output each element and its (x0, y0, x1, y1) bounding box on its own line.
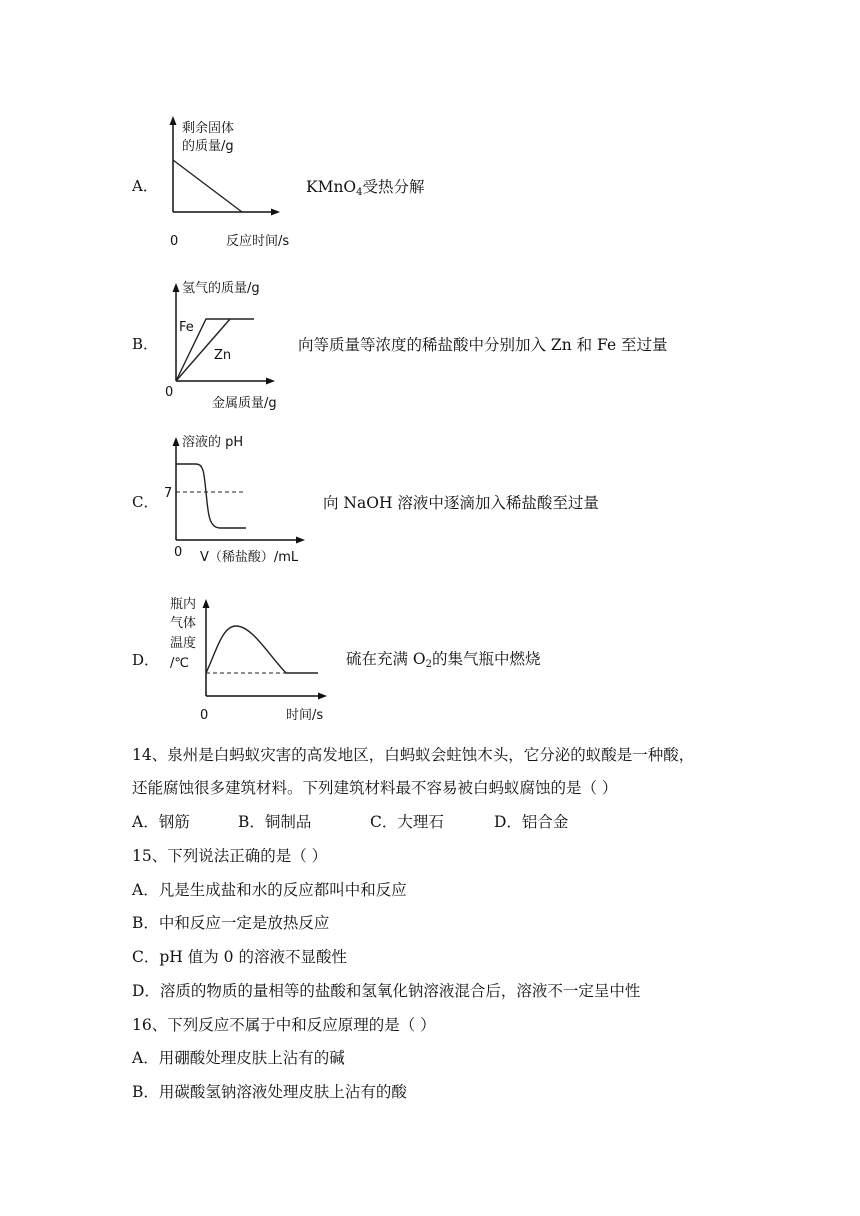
graph-d (160, 592, 340, 727)
q15-option-a: A．凡是生成盐和水的反应都叫中和反应 (132, 881, 407, 899)
graph-b-origin: 0 (165, 385, 174, 400)
graph-d-ylabel-2: 气体 (170, 616, 197, 631)
option-a-desc: KMnO$_4$受热分解 (306, 178, 425, 198)
q16-option-a: A．用硼酸处理皮肤上沾有的碱 (132, 1049, 345, 1067)
graph-c-origin: 0 (174, 545, 183, 560)
graph-b-label-zn: Zn (214, 348, 232, 363)
graph-c (160, 430, 320, 570)
q15-option-d: D．溶质的物质的量相等的盐酸和氢氧化钠溶液混合后，溶液不一定呈中性 (132, 982, 641, 1000)
option-c-desc: 向 NaOH 溶液中逐滴加入稀盐酸至过量 (323, 494, 599, 512)
graph-d-origin: 0 (200, 708, 209, 723)
q15-option-c: C．pH 值为 0 的溶液不显酸性 (132, 948, 347, 966)
graph-b (160, 276, 300, 416)
graph-a-ylabel-2: 的质量/g (182, 139, 234, 154)
q16-option-b: B．用碳酸氢钠溶液处理皮肤上沾有的酸 (132, 1083, 407, 1101)
option-c-letter: C． (132, 493, 159, 511)
q14-option-a: A．钢筋 (132, 813, 190, 831)
option-b-desc: 向等质量等浓度的稀盐酸中分别加入 Zn 和 Fe 至过量 (298, 336, 668, 354)
q14-line-1: 14、泉州是白蚂蚁灾害的高发地区，白蚂蚁会蛀蚀木头，它分泌的蚁酸是一种酸， (132, 746, 695, 764)
option-d-desc: 硫在充满 $O_2$的集气瓶中燃烧 (346, 650, 541, 670)
graph-c-mark7: 7 (164, 486, 173, 501)
q14-option-b: B．铜制品 (238, 813, 312, 831)
graph-a-ylabel-1: 剩余固体 (182, 121, 235, 136)
graph-c-xlabel: V（稀盐酸）/mL (200, 550, 299, 565)
q14-option-c: C．大理石 (370, 813, 444, 831)
graph-b-label-fe: Fe (179, 320, 194, 335)
graph-a-xlabel: 反应时间/s (226, 234, 290, 249)
q15-option-b: B．中和反应一定是放热反应 (132, 914, 330, 932)
q14-line-2: 还能腐蚀很多建筑材料。下列建筑材料最不容易被白蚂蚁腐蚀的是（ ） (132, 779, 618, 797)
graph-a (160, 112, 300, 257)
q16-stem: 16、下列反应不属于中和反应原理的是（ ） (132, 1016, 436, 1034)
option-d-letter: D． (132, 651, 160, 669)
graph-d-ylabel-3: 温度 (170, 636, 197, 651)
graph-b-ylabel: 氢气的质量/g (182, 281, 260, 296)
graph-a-origin: 0 (170, 234, 179, 249)
q14-option-d: D．铝合金 (494, 813, 569, 831)
graph-c-ylabel: 溶液的 pH (182, 435, 244, 450)
graph-b-xlabel: 金属质量/g (212, 396, 277, 411)
graph-d-xlabel: 时间/s (286, 708, 324, 723)
q15-stem: 15、下列说法正确的是（ ） (132, 847, 328, 865)
option-a-letter: A． (132, 177, 158, 195)
graph-d-ylabel-4: /℃ (170, 656, 189, 671)
graph-d-ylabel-1: 瓶内 (170, 597, 197, 612)
option-b-letter: B． (132, 335, 159, 353)
